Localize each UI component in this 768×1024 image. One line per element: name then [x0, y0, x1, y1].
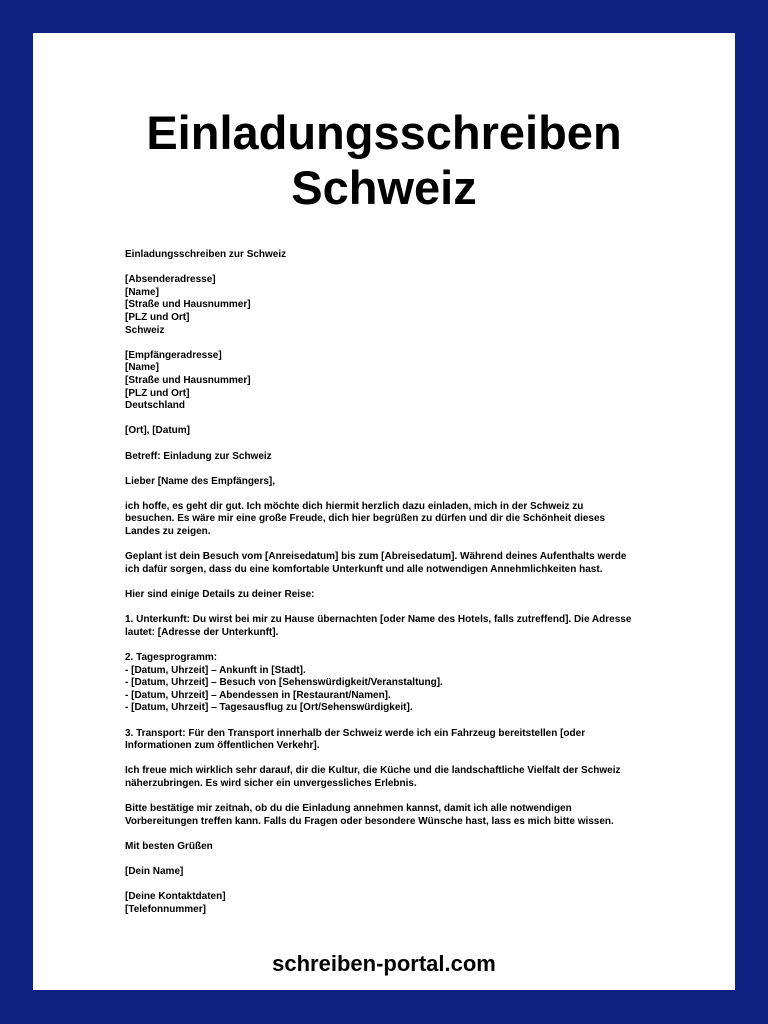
signature	[125, 866, 645, 879]
letter-heading	[125, 249, 645, 262]
paragraph-line: Informationen zum öffentlichen Verkehr].	[125, 740, 320, 752]
recipient-line: [Empfängeradresse]	[125, 349, 222, 361]
recipient-address	[125, 350, 645, 413]
title-line-2: Schweiz	[291, 161, 477, 214]
title-line-1: Einladungsschreiben	[146, 106, 622, 159]
details-intro	[125, 589, 645, 602]
program-line: - [Datum, Uhrzeit] – Ankunft in [Stadt].	[125, 664, 306, 676]
subject-line	[125, 451, 645, 464]
letter-body	[125, 249, 645, 929]
accommodation-item	[125, 614, 645, 639]
sender-line: [Absenderadresse]	[125, 274, 216, 286]
site-footer: schreiben-portal.com	[272, 951, 496, 976]
sender-address	[125, 274, 645, 337]
paragraph-dates	[125, 551, 645, 576]
sender-line: Schweiz	[125, 324, 165, 336]
place-date-text: [Ort], [Datum]	[125, 425, 190, 437]
paragraph-line: Bitte bestätige mir zeitnah, ob du die Einladung annehmen kannst, damit ich alle notwendigen	[125, 803, 572, 815]
place-date	[125, 425, 645, 438]
contact-details	[125, 891, 645, 916]
closing	[125, 841, 645, 854]
paragraph-confirmation	[125, 803, 645, 828]
paragraph-line: ich dafür sorgen, dass du eine komfortable Unterkunft und alle notwendigen Annehmlichkeiten hast.	[125, 563, 603, 575]
closing-text: Mit besten Grüßen	[125, 840, 213, 852]
program-line: - [Datum, Uhrzeit] – Tagesausflug zu [Ort/Sehenswürdigkeit].	[125, 702, 413, 714]
letter-heading-text: Einladungsschreiben zur Schweiz	[125, 249, 287, 260]
contact-line: [Telefonnummer]	[125, 903, 206, 915]
recipient-line: Deutschland	[125, 400, 186, 412]
document-page	[33, 33, 735, 990]
recipient-line: [PLZ und Ort]	[125, 387, 190, 399]
paragraph-line: lautet: [Adresse der Unterkunft].	[125, 626, 279, 638]
paragraph-line: 3. Transport: Für den Transport innerhalb der Schweiz werde ich ein Fahrzeug bereitstellen [oder	[125, 727, 586, 739]
contact-line: [Deine Kontaktdaten]	[125, 891, 226, 903]
sender-line: [PLZ und Ort]	[125, 311, 190, 323]
program-item	[125, 652, 645, 715]
recipient-line: [Straße und Hausnummer]	[125, 374, 251, 386]
program-line: - [Datum, Uhrzeit] – Besuch von [Sehenswürdigkeit/Veranstaltung].	[125, 677, 443, 689]
paragraph-line: ich hoffe, es geht dir gut. Ich möchte dich hiermit herzlich dazu einladen, mich in der Schweiz zu	[125, 500, 584, 512]
paragraph-line: Ich freue mich wirklich sehr darauf, dir die Kultur, die Küche und die landschaftliche Vielfalt der Schweiz	[125, 765, 621, 777]
paragraph-line: Geplant ist dein Besuch vom [Anreisedatum] bis zum [Abreisedatum]. Während deines Aufenthalts werde	[125, 551, 627, 563]
sender-line: [Straße und Hausnummer]	[125, 299, 251, 311]
paragraph-line: Landes zu zeigen.	[125, 526, 211, 538]
paragraph-line: Vorbereitungen treffen kann. Falls du Fragen oder besondere Wünsche hast, lass es mich bitte wissen.	[125, 815, 614, 827]
program-line: 2. Tagesprogramm:	[125, 652, 218, 663]
paragraph-culture	[125, 765, 645, 790]
signature-text: [Dein Name]	[125, 866, 184, 878]
paragraph-line: besuchen. Es wäre mir eine große Freude, dich hier begrüßen zu dürfen und dir die Schönheit dieses	[125, 513, 606, 525]
subject-text: Betreff: Einladung zur Schweiz	[125, 450, 272, 462]
document-title	[33, 105, 735, 215]
details-intro-text: Hier sind einige Details zu deiner Reise:	[125, 589, 315, 601]
salutation-text: Lieber [Name des Empfängers],	[125, 475, 276, 487]
transport-item	[125, 728, 645, 753]
paragraph-line: näherzubringen. Es wird sicher ein unvergessliches Erlebnis.	[125, 777, 417, 789]
sender-line: [Name]	[125, 286, 159, 298]
recipient-line: [Name]	[125, 362, 159, 374]
paragraph-invitation	[125, 501, 645, 539]
program-line: - [Datum, Uhrzeit] – Abendessen in [Restaurant/Namen].	[125, 689, 391, 701]
paragraph-line: 1. Unterkunft: Du wirst bei mir zu Hause übernachten [oder Name des Hotels, falls zutreffend]. Die Adresse	[125, 614, 632, 626]
salutation	[125, 476, 645, 489]
